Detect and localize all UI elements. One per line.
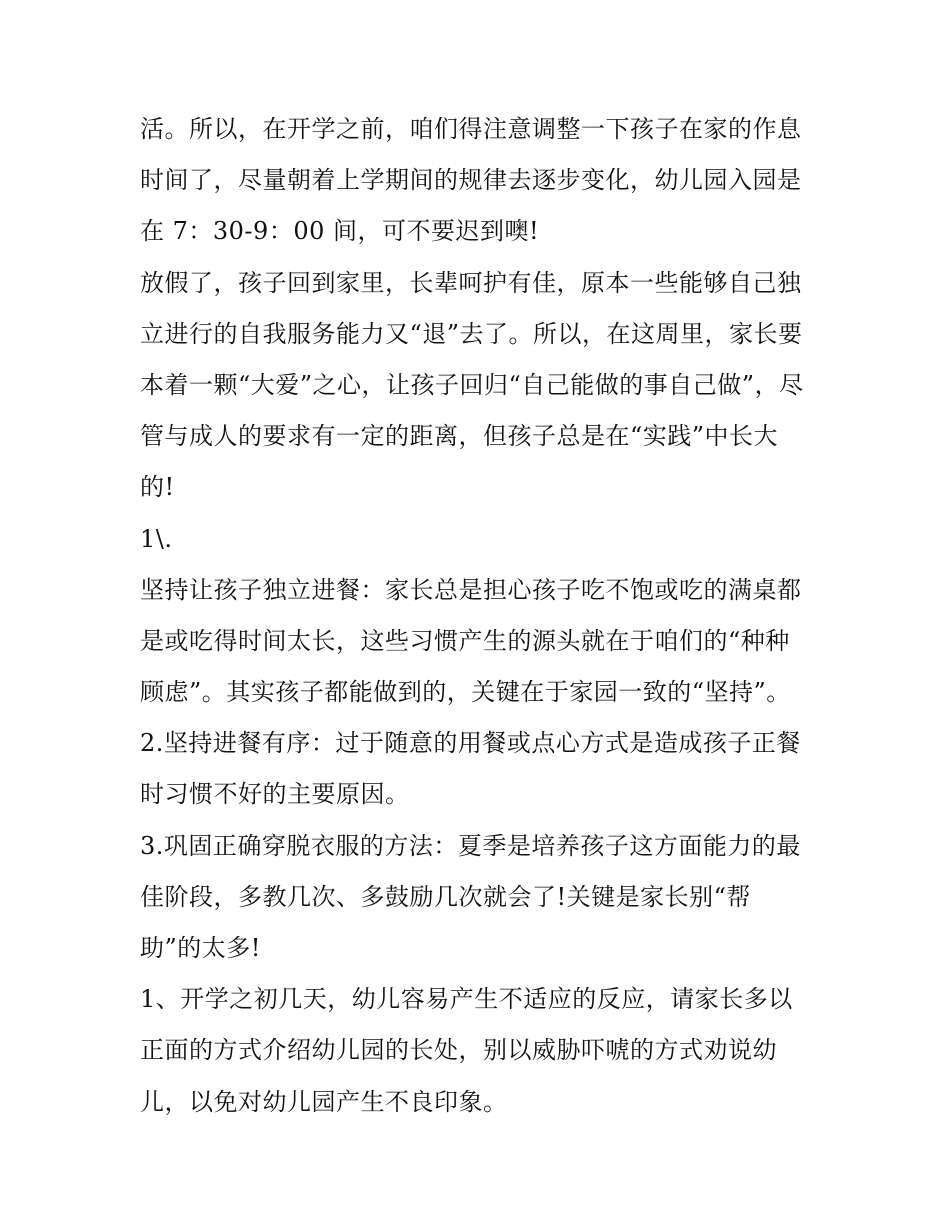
text-line: 是或吃得时间太长，这些习惯产生的源头就在于咱们的“种种 xyxy=(140,626,790,655)
text-line: 坚持让孩子独立进餐：家长总是担心孩子吃不饱或吃的满桌都 xyxy=(140,575,802,604)
text-line: 管与成人的要求有一定的距离，但孩子总是在“实践”中长大 xyxy=(140,422,779,451)
document-body xyxy=(140,104,820,1128)
text-line: 2.坚持进餐有序：过于随意的用餐或点心方式是造成孩子正餐 xyxy=(140,729,801,758)
text-line: 时习惯不好的主要原因。 xyxy=(140,780,410,809)
text-line: 在 7：30-9：00 间，可不要迟到噢! xyxy=(140,217,540,246)
text-line: 1、开学之初几天，幼儿容易产生不适应的反应，请家长多以 xyxy=(140,985,793,1014)
text-line: 放假了，孩子回到家里，长辈呵护有佳，原本一些能够自己独 xyxy=(140,268,802,297)
text-line: 儿，以免对幼儿园产生不良印象。 xyxy=(140,1087,508,1116)
text-line: 本着一颗“大爱”之心，让孩子回归“自己能做的事自己做”，尽 xyxy=(140,370,804,399)
text-line: 时间了，尽量朝着上学期间的规律去逐步变化，幼儿园入园是 xyxy=(140,166,802,195)
text-line: 立进行的自我服务能力又“退”去了。所以，在这周里，家长要 xyxy=(140,319,803,348)
text-line: 佳阶段，多教几次、多鼓励几次就会了!关键是家长别“帮 xyxy=(140,882,751,911)
text-line: 正面的方式介绍幼儿园的长处，别以威胁吓唬的方式劝说幼 xyxy=(140,1036,777,1065)
text-line: 活。所以，在开学之前，咱们得注意调整一下孩子在家的作息 xyxy=(140,115,802,143)
text-line: 助”的太多! xyxy=(140,934,261,962)
text-line: 的! xyxy=(140,473,175,502)
text-line: 3.巩固正确穿脱衣服的方法：夏季是培养孩子这方面能力的最 xyxy=(140,831,801,860)
text-line: 顾虑”。其实孩子都能做到的，关键在于家园一致的“坚持”。 xyxy=(140,678,791,707)
text-line: 1\. xyxy=(140,524,173,553)
